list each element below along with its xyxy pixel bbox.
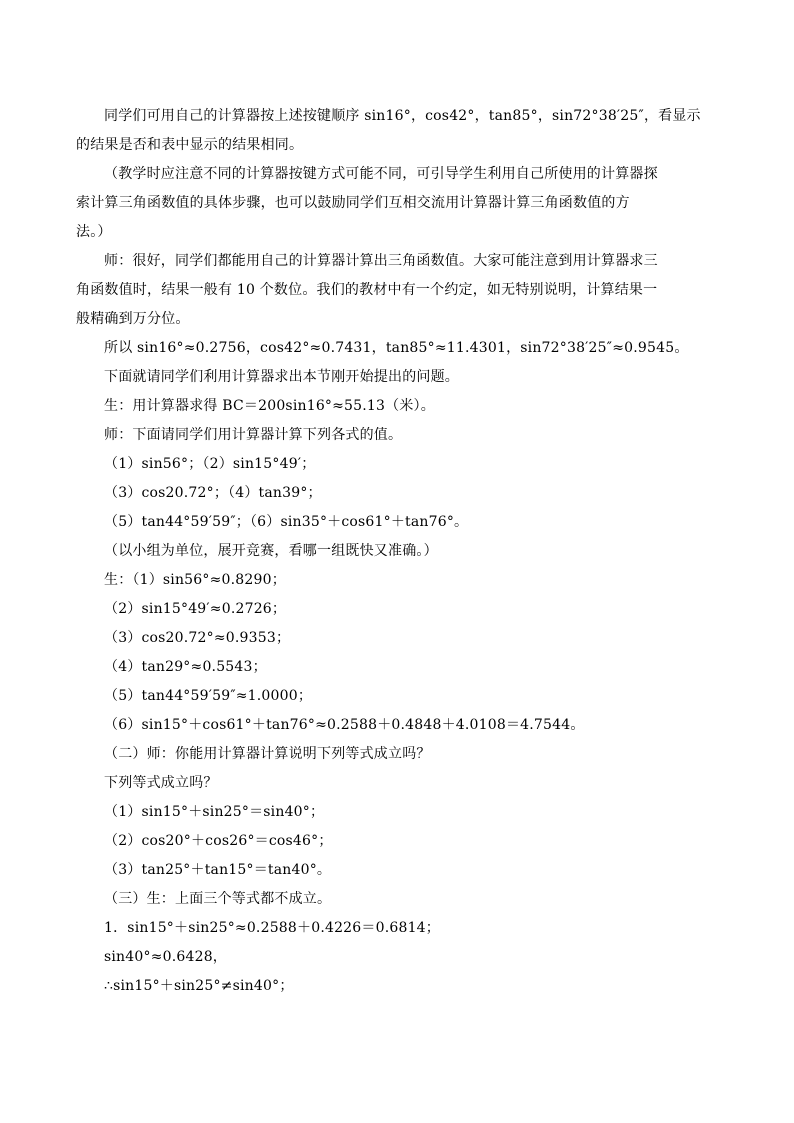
paragraph-line: 生：用计算器求得 BC＝200sin16°≈55.13（米）。 (104, 398, 435, 414)
paragraph-line: 师：很好，同学们都能用自己的计算器计算出三角函数值。大家可能注意到用计算器求三 (104, 253, 658, 269)
paragraph-line: 同学们可用自己的计算器按上述按键顺序 sin16°，cos42°，tan85°，sin72°38′25″，看显示 (104, 108, 701, 124)
paragraph-line: 角函数值时，结果一般有 10 个数位。我们的教材中有一个约定，如无特别说明，计算结果一 (76, 282, 658, 298)
paragraph-line: （教学时应注意不同的计算器按键方式可能不同，可引导学生利用自己所使用的计算器探 (104, 166, 658, 182)
equation-line: （3）tan25°＋tan15°＝tan40°。 (104, 862, 332, 878)
paragraph-line: （二）师：你能用计算器计算说明下列等式成立吗？ (104, 746, 431, 762)
exercise-line: （5）tan44°59′59″；（6）sin35°＋cos61°＋tan76°。 (104, 514, 469, 530)
equation-line: 1．sin15°＋sin25°≈0.2588＋0.4226＝0.6814； (104, 920, 440, 936)
paragraph-line: 所以 sin16°≈0.2756，cos42°≈0.7431，tan85°≈11.4301，sin72°38′25″≈0.9545。 (104, 340, 689, 356)
paragraph-line: 师：下面请同学们用计算器计算下列各式的值。 (104, 427, 403, 443)
paragraph-line: 般精确到万分位。 (76, 311, 190, 327)
exercise-line: （3）cos20.72°；（4）tan39°； (104, 485, 322, 501)
paragraph-line: （三）生：上面三个等式都不成立。 (104, 891, 332, 907)
equation-line: （1）sin15°＋sin25°＝sin40°； (104, 804, 325, 820)
paragraph-line: 下面就请同学们利用计算器求出本节刚开始提出的问题。 (104, 369, 459, 385)
paragraph-line: 法。） (76, 224, 112, 240)
exercise-line: （1）sin56°；（2）sin15°49′； (104, 456, 316, 472)
paragraph-line: 下列等式成立吗？ (104, 775, 218, 791)
equation-line: （2）cos20°＋cos26°＝cos46°； (104, 833, 333, 849)
paragraph-line: 索计算三角函数值的具体步骤，也可以鼓励同学们互相交流用计算器计算三角函数值的方 (76, 195, 630, 211)
answer-line: 生：（1）sin56°≈0.8290； (104, 572, 286, 588)
paragraph-line: 的结果是否和表中显示的结果相同。 (76, 137, 304, 153)
equation-line: sin40°≈0.6428， (104, 949, 228, 965)
equation-line: ∴sin15°＋sin25°≠sin40°； (104, 978, 294, 994)
answer-line: （6）sin15°＋cos61°＋tan76°≈0.2588＋0.4848＋4.0108＝4.7544。 (104, 717, 585, 733)
answer-line: （4）tan29°≈0.5543； (104, 659, 267, 675)
answer-line: （2）sin15°49′≈0.2726； (104, 601, 287, 617)
answer-line: （5）tan44°59′59″≈1.0000； (104, 688, 313, 704)
answer-line: （3）cos20.72°≈0.9353； (104, 630, 291, 646)
paragraph-line: （以小组为单位，展开竞赛，看哪一组既快又准确。） (104, 543, 438, 559)
